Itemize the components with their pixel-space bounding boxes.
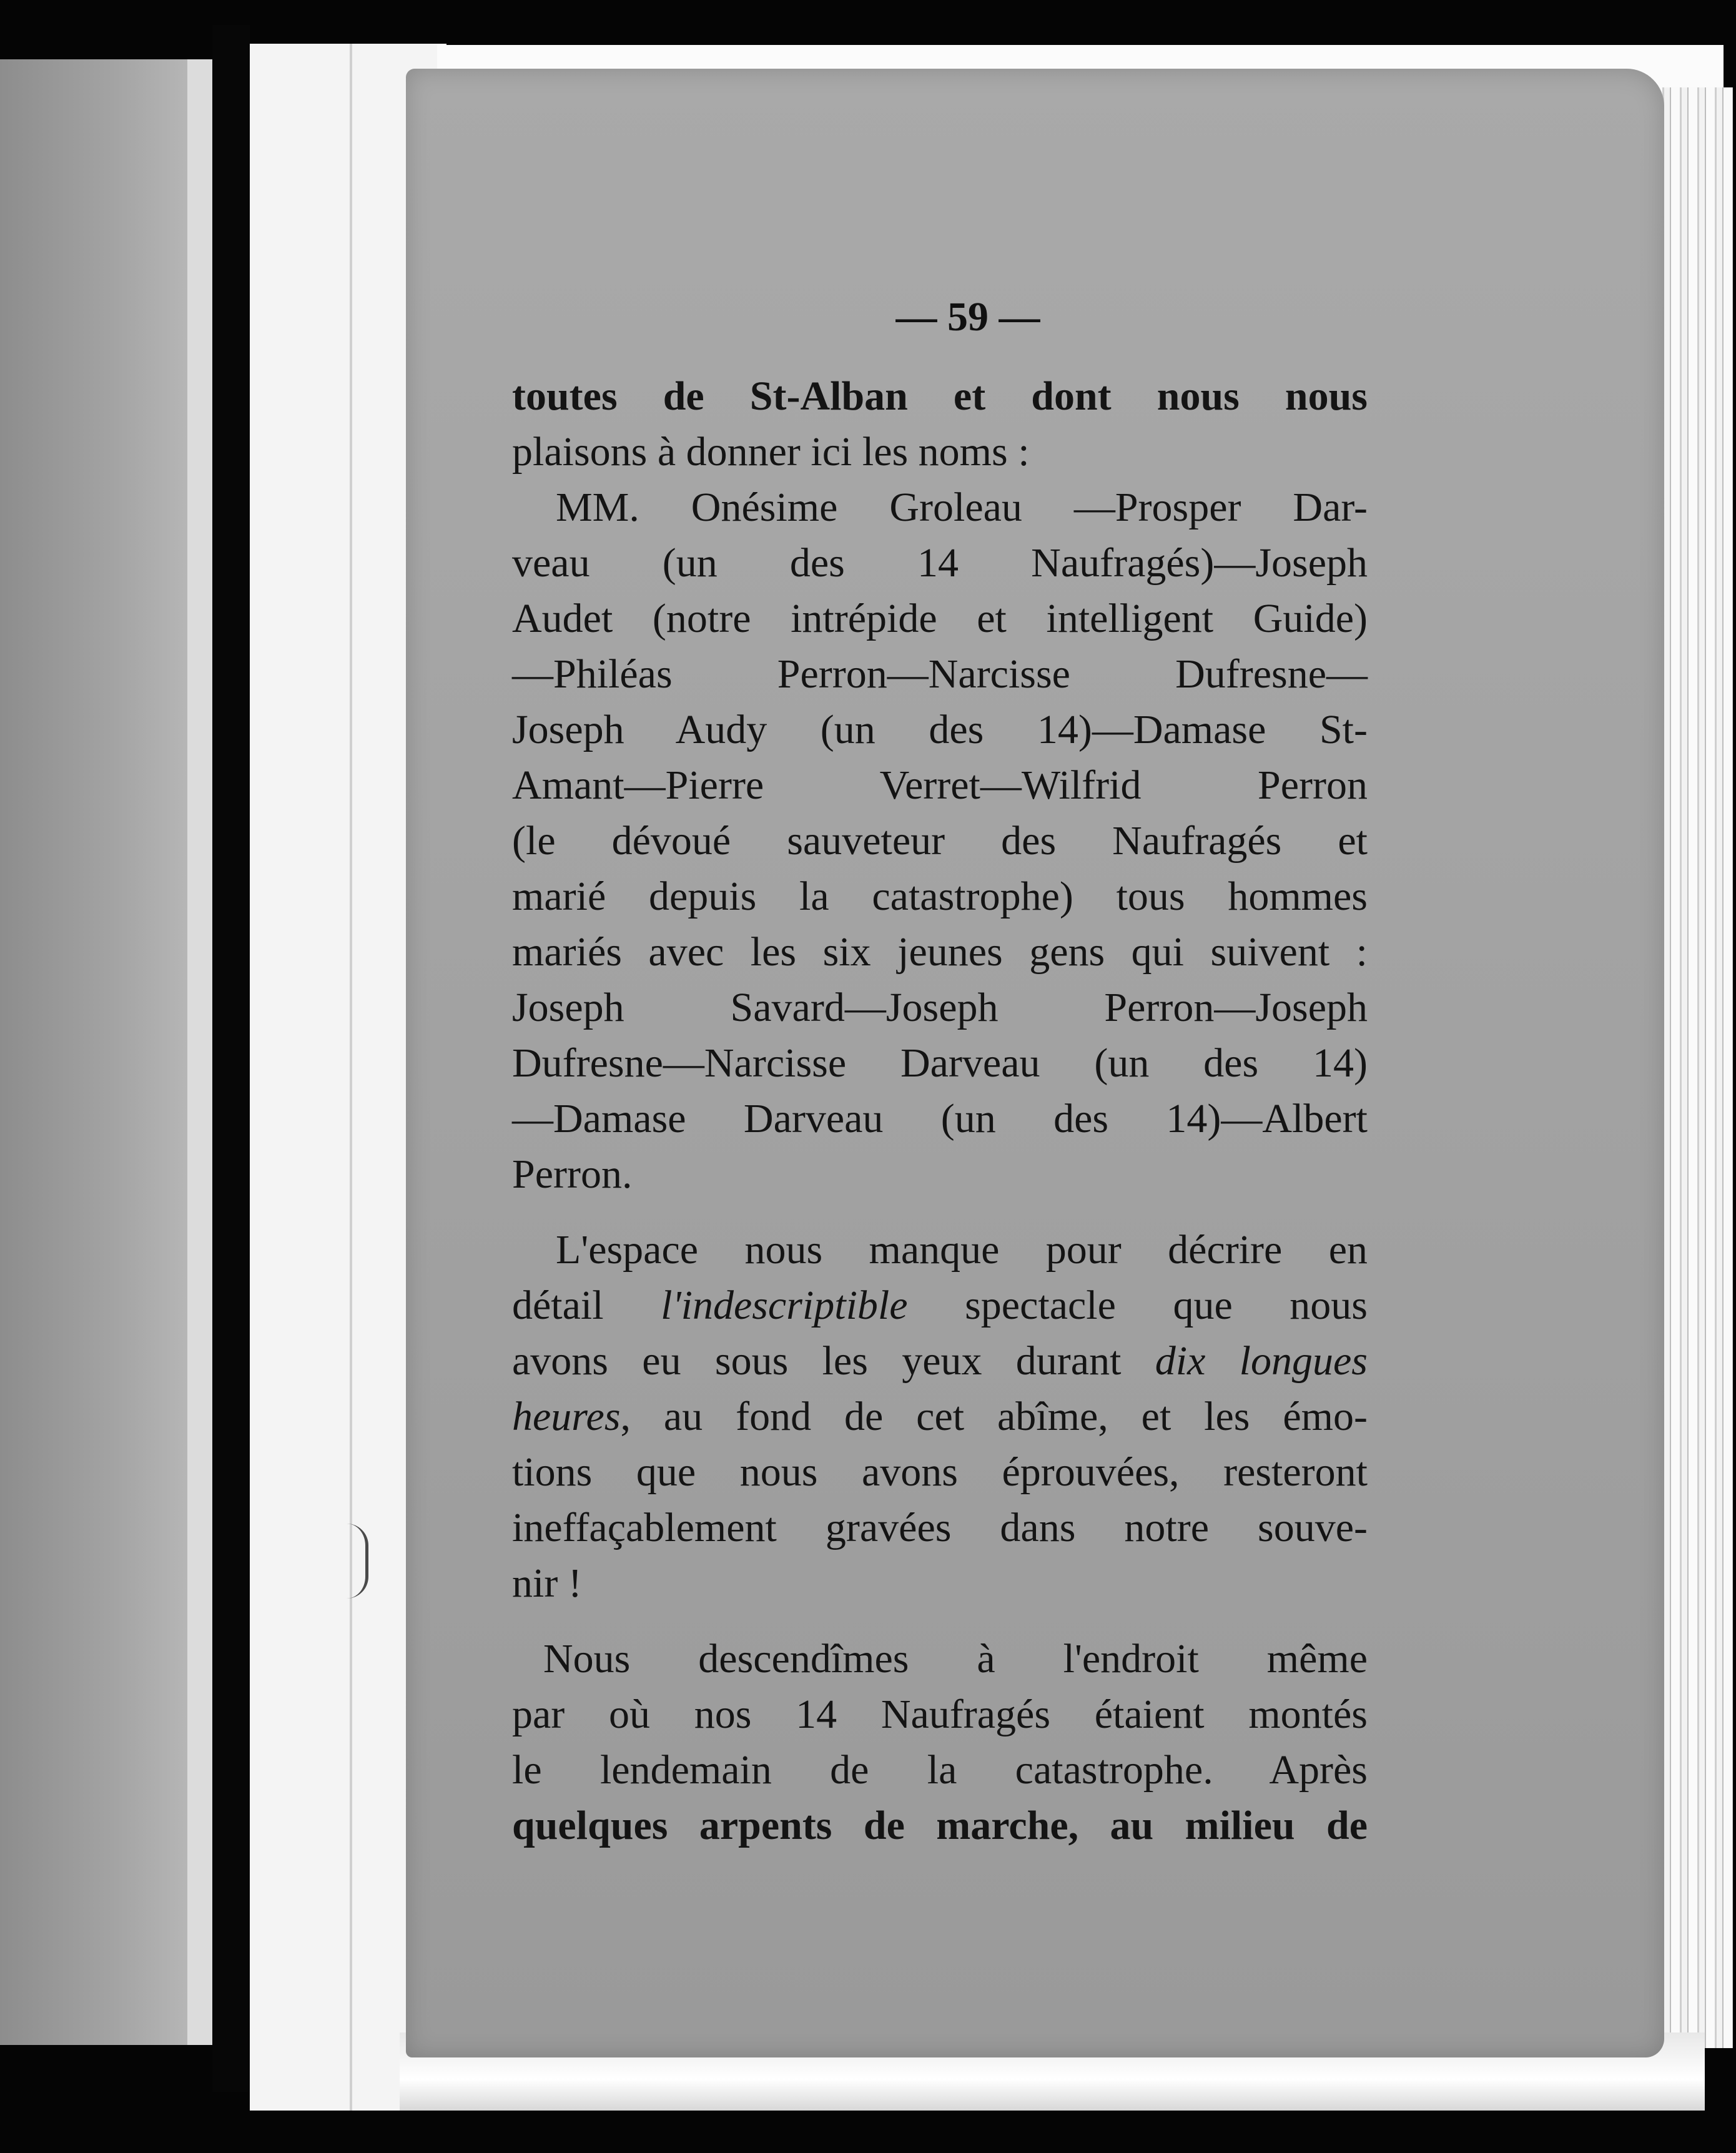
text-line: par où nos 14 Naufragés étaient montés <box>512 1692 1368 1737</box>
text-line: quelques arpents de marche, au milieu de <box>512 1803 1368 1848</box>
text-line: ineffaçablement gravées dans notre souve- <box>512 1505 1368 1550</box>
text-line: tions que nous avons éprouvées, resteront <box>512 1449 1368 1495</box>
text-line: nir ! <box>512 1560 582 1606</box>
text-line: MM. Onésime Groleau —Prosper Dar- <box>556 485 1368 530</box>
text-line: veau (un des 14 Naufragés)—Joseph <box>512 540 1368 586</box>
text-line: L'espace nous manque pour décrire en <box>556 1227 1368 1273</box>
text-line: Perron. <box>512 1151 633 1197</box>
text-line: Joseph Savard—Joseph Perron—Joseph <box>512 985 1368 1030</box>
text-line: mariés avec les six jeunes gens qui suivent : <box>512 929 1368 975</box>
text-line: le lendemain de la catastrophe. Après <box>512 1747 1368 1793</box>
italic-phrase: l'indescriptible <box>661 1283 908 1328</box>
margin-bracket-mark <box>347 1524 368 1599</box>
text-line: avons eu sous les yeux durant dix longues <box>512 1338 1368 1384</box>
italic-phrase: heures <box>512 1394 621 1439</box>
text-line: heures, au fond de cet abîme, et les émo- <box>512 1394 1368 1439</box>
text-line: Joseph Audy (un des 14)—Damase St- <box>512 707 1368 752</box>
text-line: (le dévoué sauveteur des Naufragés et <box>512 818 1368 864</box>
previous-page-highlight <box>187 59 212 2045</box>
text-line: Audet (notre intrépide et intelligent Guide) <box>512 596 1368 641</box>
page-number: — 59 — <box>895 294 1040 340</box>
italic-phrase: dix longues <box>1155 1338 1368 1384</box>
text-line: —Damase Darveau (un des 14)—Albert <box>512 1096 1368 1141</box>
text-line: marié depuis la catastrophe) tous hommes <box>512 874 1368 919</box>
previous-page-edge <box>0 59 212 2045</box>
text-line: toutes de St-Alban et dont nous nous <box>512 373 1368 419</box>
text-line: Nous descendîmes à l'endroit même <box>543 1636 1368 1682</box>
page-text <box>512 368 1368 1853</box>
text-line: plaisons à donner ici les noms : <box>512 429 1030 475</box>
text-line: Dufresne—Narcisse Darveau (un des 14) <box>512 1040 1368 1086</box>
book-gutter <box>212 25 250 2092</box>
text-line: —Philéas Perron—Narcisse Dufresne— <box>512 651 1368 697</box>
margin-fold-line <box>350 44 352 2111</box>
text-line: Amant—Pierre Verret—Wilfrid Perron <box>512 762 1368 808</box>
text-line: détail l'indescriptible spectacle que nous <box>512 1283 1368 1328</box>
